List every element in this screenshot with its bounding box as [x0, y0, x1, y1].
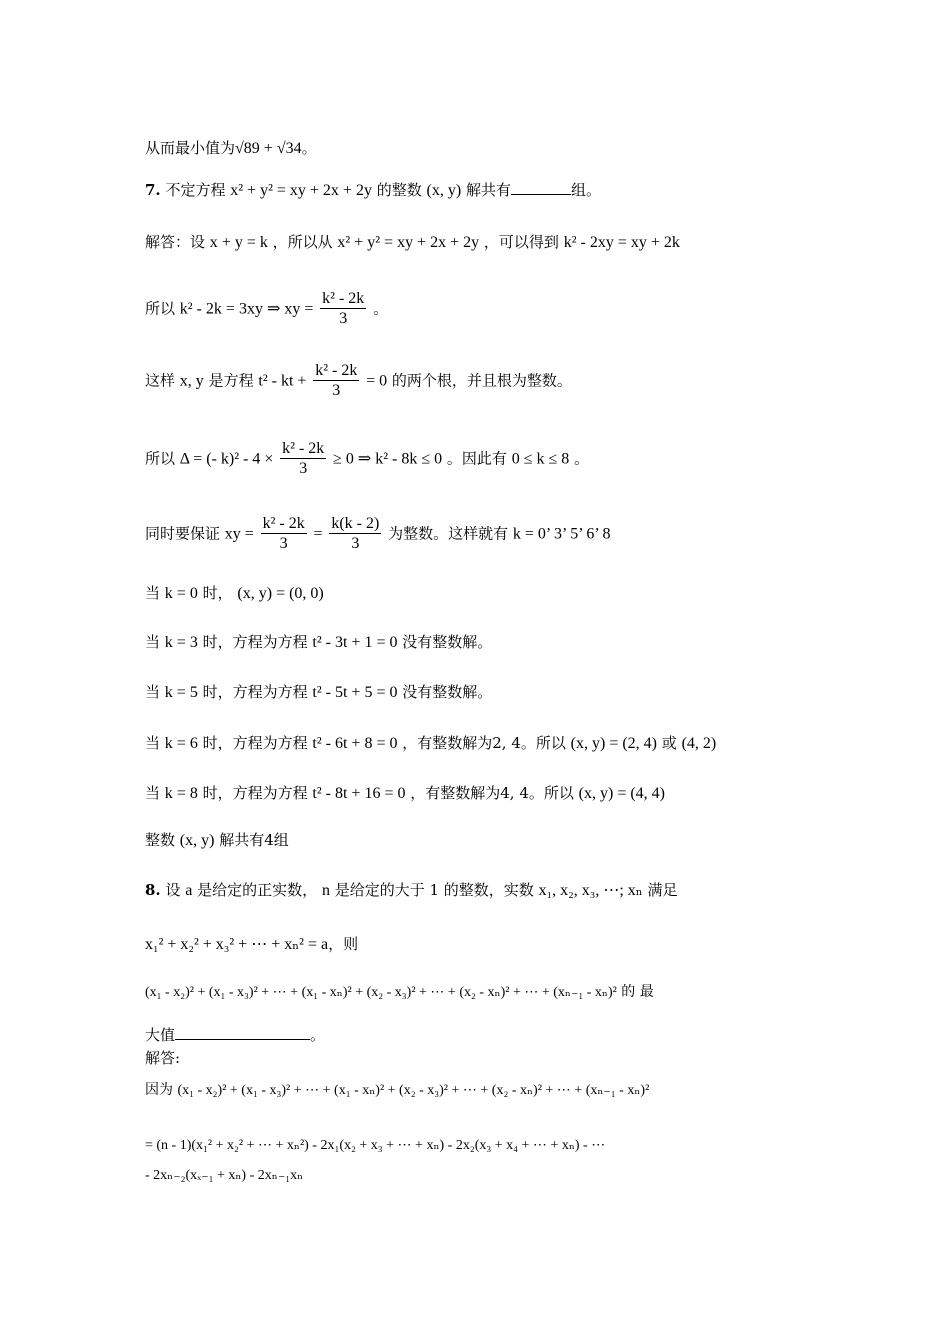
conclusion-line [145, 830, 289, 851]
question-8 [145, 880, 678, 901]
text: 时， [202, 584, 233, 602]
math-equation: x² + y² = xy + 2x + 2y [230, 182, 372, 199]
solution-line-3 [145, 362, 572, 401]
math: t² - 8t + 16 = 0 [312, 785, 406, 802]
fraction [320, 290, 366, 329]
math: = (n - 1)(x₁² + x₂² + ⋯ + xₙ²) - 2x₁(x₂ + x₃ + ⋯ + xₙ) - 2x₂(x₃ + x₄ + ⋯ + xₙ) - ⋯ [145, 1138, 606, 1153]
text: 的整数 [376, 181, 422, 199]
text: 不定方程 [165, 181, 226, 199]
math: n [321, 882, 330, 899]
text: 是给定的正实数， [197, 881, 318, 899]
text: ，有整数解为2, 4。所以 [402, 734, 566, 752]
math: k = 8 [164, 785, 198, 802]
denominator: 3 [299, 460, 308, 477]
text: 当 [145, 784, 161, 802]
denominator: 3 [332, 382, 341, 399]
math: k = 5 [164, 684, 198, 701]
question-number: 8. [145, 881, 161, 899]
text: 大值 [145, 1026, 176, 1044]
math: ≥ 0 ⇒ k² - 8k ≤ 0 [333, 450, 443, 468]
answer-line-3 [145, 1165, 303, 1186]
math: xy = [224, 525, 254, 543]
math-sqrt-sum: √89 + √34 [235, 140, 302, 157]
question-7 [145, 180, 601, 201]
math: Δ = (- k)² - 4 × [179, 450, 274, 468]
math: (x₁ - x₂)² + (x₁ - x₃)² + ⋯ + (x₁ - xₙ)² + (x₂ - x₃)² + ⋯ + (x₂ - xₙ)² + ⋯ + (xₙ₋₁ - xₙ)² [145, 985, 617, 1000]
text: 是给定的大于 1 的整数，实数 [334, 881, 534, 899]
answer-blank [175, 1025, 310, 1040]
text: 时，方程为方程 [202, 683, 308, 701]
case-k-3 [145, 632, 492, 653]
fraction [329, 515, 381, 554]
math: (x, y) = (0, 0) [237, 585, 324, 602]
math: t² - 6t + 8 = 0 [312, 735, 398, 752]
question-number: 7. [145, 181, 161, 199]
math: t² - kt + [258, 372, 307, 390]
text: ，有整数解为4, 4。所以 [410, 784, 574, 802]
case-k-8 [145, 783, 665, 804]
text: 所以 [145, 449, 176, 468]
text: ，则 [328, 935, 359, 953]
text: 当 [145, 584, 161, 602]
answer-line-2 [145, 1135, 605, 1156]
math: x₁, x₂, x₃, ⋯; xₙ [538, 882, 643, 899]
math: 0 ≤ k ≤ 8 [511, 450, 570, 468]
text: 当 [145, 734, 161, 752]
case-k-6 [145, 733, 716, 754]
text: ，所以从 [272, 233, 333, 251]
math: = [313, 525, 323, 543]
fraction [280, 440, 326, 479]
text: 因为 [145, 1082, 173, 1098]
math: k = 0’ 3’ 5’ 6’ 8 [512, 525, 611, 543]
solution-line-1 [145, 232, 680, 253]
answer-line-1 [145, 1080, 649, 1101]
solution-line-4 [145, 440, 589, 479]
math: k² - 2k = 3xy ⇒ xy = [179, 300, 314, 318]
numerator: k² - 2k [262, 515, 305, 532]
numerator: k² - 2k [282, 440, 325, 457]
answer-label [145, 1048, 180, 1068]
text: 时，方程为方程 [202, 734, 308, 752]
text: 设 [165, 881, 181, 899]
math-pair: (x, y) [426, 182, 462, 199]
math: - 2xₙ₋₂(xₓ₋₁ + xₙ) - 2xₙ₋₁xₙ [145, 1168, 304, 1183]
math: x² + y² = xy + 2x + 2y [337, 234, 480, 251]
text: 从而最小值为 [145, 139, 236, 157]
denominator: 3 [279, 535, 288, 552]
text: 满足 [647, 881, 678, 899]
answer-blank [511, 180, 571, 195]
math: = 0 [366, 372, 388, 390]
question-8-line-4 [145, 1025, 325, 1045]
denominator: 3 [339, 310, 348, 327]
text: 时，方程为方程 [202, 784, 308, 802]
math: x + y = k [209, 234, 268, 251]
text: 时，方程为方程 [202, 633, 308, 651]
math: a [185, 882, 193, 899]
math: k² - 2xy = xy + 2k [563, 234, 680, 251]
case-k-5 [145, 682, 492, 703]
fraction [313, 362, 359, 401]
numerator: k² - 2k [322, 290, 365, 307]
text: 所以 [145, 299, 176, 318]
text: 解共有4组 [219, 831, 289, 849]
text: 当 [145, 633, 161, 651]
math: x, y [179, 372, 204, 390]
math: k = 0 [164, 585, 198, 602]
text: 为整数。这样就有 [388, 524, 509, 543]
text: 解答: [145, 1049, 181, 1067]
text: 组。 [570, 181, 601, 199]
text: 解共有 [465, 181, 511, 199]
text: 是方程 [208, 371, 254, 390]
denominator: 3 [351, 535, 360, 552]
case-k-0 [145, 583, 324, 604]
text: 没有整数解。 [402, 683, 493, 701]
text: 没有整数解。 [402, 633, 493, 651]
question-8-line-3 [145, 982, 654, 1003]
text: 解答：设 [145, 233, 206, 251]
text: 。 [373, 299, 389, 318]
text: 。因此有 [446, 449, 507, 468]
text: 这样 [145, 371, 176, 390]
text: 整数 [145, 831, 176, 849]
fraction [261, 515, 307, 554]
math: (x, y) [179, 832, 215, 849]
math: (4, 2) [681, 735, 717, 752]
text: 或 [661, 734, 677, 752]
text: 。 [574, 449, 590, 468]
math: k = 3 [164, 634, 198, 651]
question-8-line-2 [145, 934, 358, 955]
text: 的 最 [621, 984, 654, 1000]
math: k = 6 [164, 735, 198, 752]
text: ，可以得到 [483, 233, 559, 251]
text: 当 [145, 683, 161, 701]
numerator: k² - 2k [315, 362, 358, 379]
text: 同时要保证 [145, 524, 221, 543]
line-min-value [145, 138, 317, 159]
text: 。 [310, 1026, 326, 1044]
math: (x, y) = (4, 4) [578, 785, 665, 802]
math: x₁² + x₂² + x₃² + ⋯ + xₙ² = a [145, 936, 329, 953]
math: t² - 3t + 1 = 0 [312, 634, 398, 651]
math: (x, y) = (2, 4) [570, 735, 657, 752]
numerator: k(k - 2) [331, 515, 380, 532]
solution-line-5 [145, 515, 610, 554]
math: (x₁ - x₂)² + (x₁ - x₃)² + ⋯ + (x₁ - xₙ)² + (x₂ - x₃)² + ⋯ + (x₂ - xₙ)² + ⋯ + (xₙ₋₁ - xₙ)² [177, 1083, 650, 1098]
math: t² - 5t + 5 = 0 [312, 684, 398, 701]
solution-line-2 [145, 290, 388, 329]
text: 的两个根，并且根为整数。 [391, 371, 572, 390]
text: 。 [301, 139, 317, 157]
